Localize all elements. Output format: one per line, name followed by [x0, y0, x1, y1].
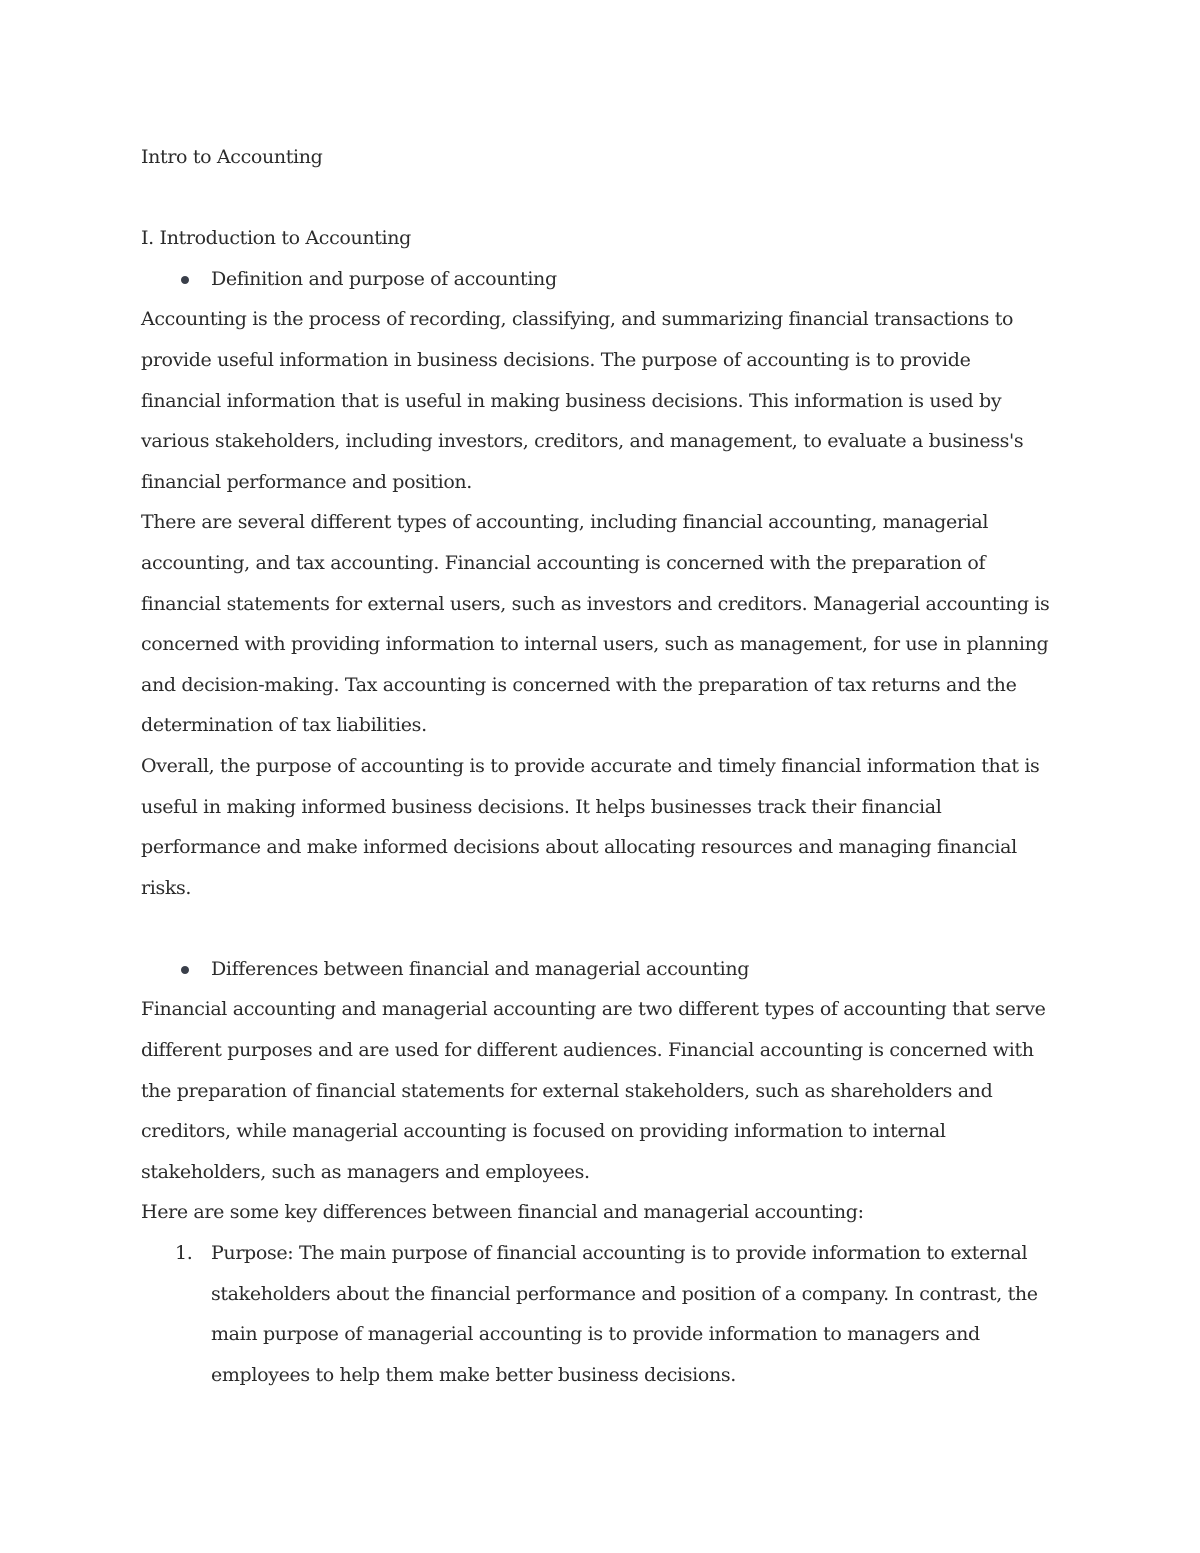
paragraph-line: determination of tax liabilities. [141, 714, 427, 737]
paragraph-line: Accounting is the process of recording, classifying, and summarizing financial transactions to [141, 308, 1014, 331]
paragraph-line: different purposes and are used for different audiences. Financial accounting is concerned with [141, 1039, 1034, 1062]
list-item-continuation: employees to help them make better business decisions. [211, 1363, 736, 1386]
paragraph-line: performance and make informed decisions about allocating resources and managing financial [141, 836, 1017, 859]
paragraph-line: risks. [141, 876, 192, 899]
spacer [141, 178, 1061, 219]
paragraph-line: financial information that is useful in making business decisions. This information is used by [141, 389, 1002, 412]
paragraph-overall [141, 746, 1061, 908]
bullet-item-differences [141, 949, 1061, 990]
paragraph-line: and decision-making. Tax accounting is concerned with the preparation of tax returns and the [141, 673, 1017, 696]
paragraph-line: Financial accounting and managerial accounting are two different types of accounting that serve [141, 998, 1046, 1021]
paragraph-line: creditors, while managerial accounting is focused on providing information to internal [141, 1120, 946, 1143]
paragraph-line: stakeholders, such as managers and employees. [141, 1160, 590, 1183]
spacer [141, 908, 1061, 949]
paragraph-line: provide useful information in business decisions. The purpose of accounting is to provide [141, 348, 971, 371]
paragraph-differences [141, 989, 1061, 1192]
section-heading: I. Introduction to Accounting [141, 227, 411, 250]
paragraph-line: useful in making informed business decisions. It helps businesses track their financial [141, 795, 942, 818]
paragraph-line: Overall, the purpose of accounting is to provide accurate and timely financial information that is [141, 754, 1040, 777]
document-page [141, 137, 1061, 1395]
bullet-icon [181, 276, 189, 284]
numbered-item-purpose [141, 1233, 1061, 1395]
numbered-line [141, 1233, 1061, 1274]
bullet-item-definition [141, 259, 1061, 300]
bullet-icon [181, 966, 189, 974]
paragraph-definition [141, 299, 1061, 502]
paragraph-line: various stakeholders, including investors, creditors, and management, to evaluate a business's [141, 430, 1024, 453]
paragraph-line: accounting, and tax accounting. Financial accounting is concerned with the preparation of [141, 551, 986, 574]
paragraph-key-differences: Here are some key differences between financial and managerial accounting: [141, 1201, 864, 1224]
paragraph-types [141, 502, 1061, 746]
bullet-text: Definition and purpose of accounting [211, 267, 557, 290]
list-number: 1. [175, 1242, 193, 1265]
list-item-continuation: main purpose of managerial accounting is to provide information to managers and [211, 1323, 980, 1346]
paragraph-line: financial performance and position. [141, 470, 472, 493]
paragraph-line: the preparation of financial statements for external stakeholders, such as shareholders and [141, 1079, 993, 1102]
document-title: Intro to Accounting [141, 146, 323, 168]
paragraph-line: concerned with providing information to internal users, such as management, for use in planning [141, 633, 1049, 656]
list-item-text: Purpose: The main purpose of financial accounting is to provide information to external [211, 1242, 1028, 1265]
bullet-text: Differences between financial and managerial accounting [211, 957, 750, 980]
list-item-continuation: stakeholders about the financial performance and position of a company. In contrast, the [211, 1282, 1038, 1305]
paragraph-line: financial statements for external users, such as investors and creditors. Managerial accounting is [141, 592, 1050, 615]
paragraph-line: There are several different types of accounting, including financial accounting, managerial [141, 511, 989, 534]
